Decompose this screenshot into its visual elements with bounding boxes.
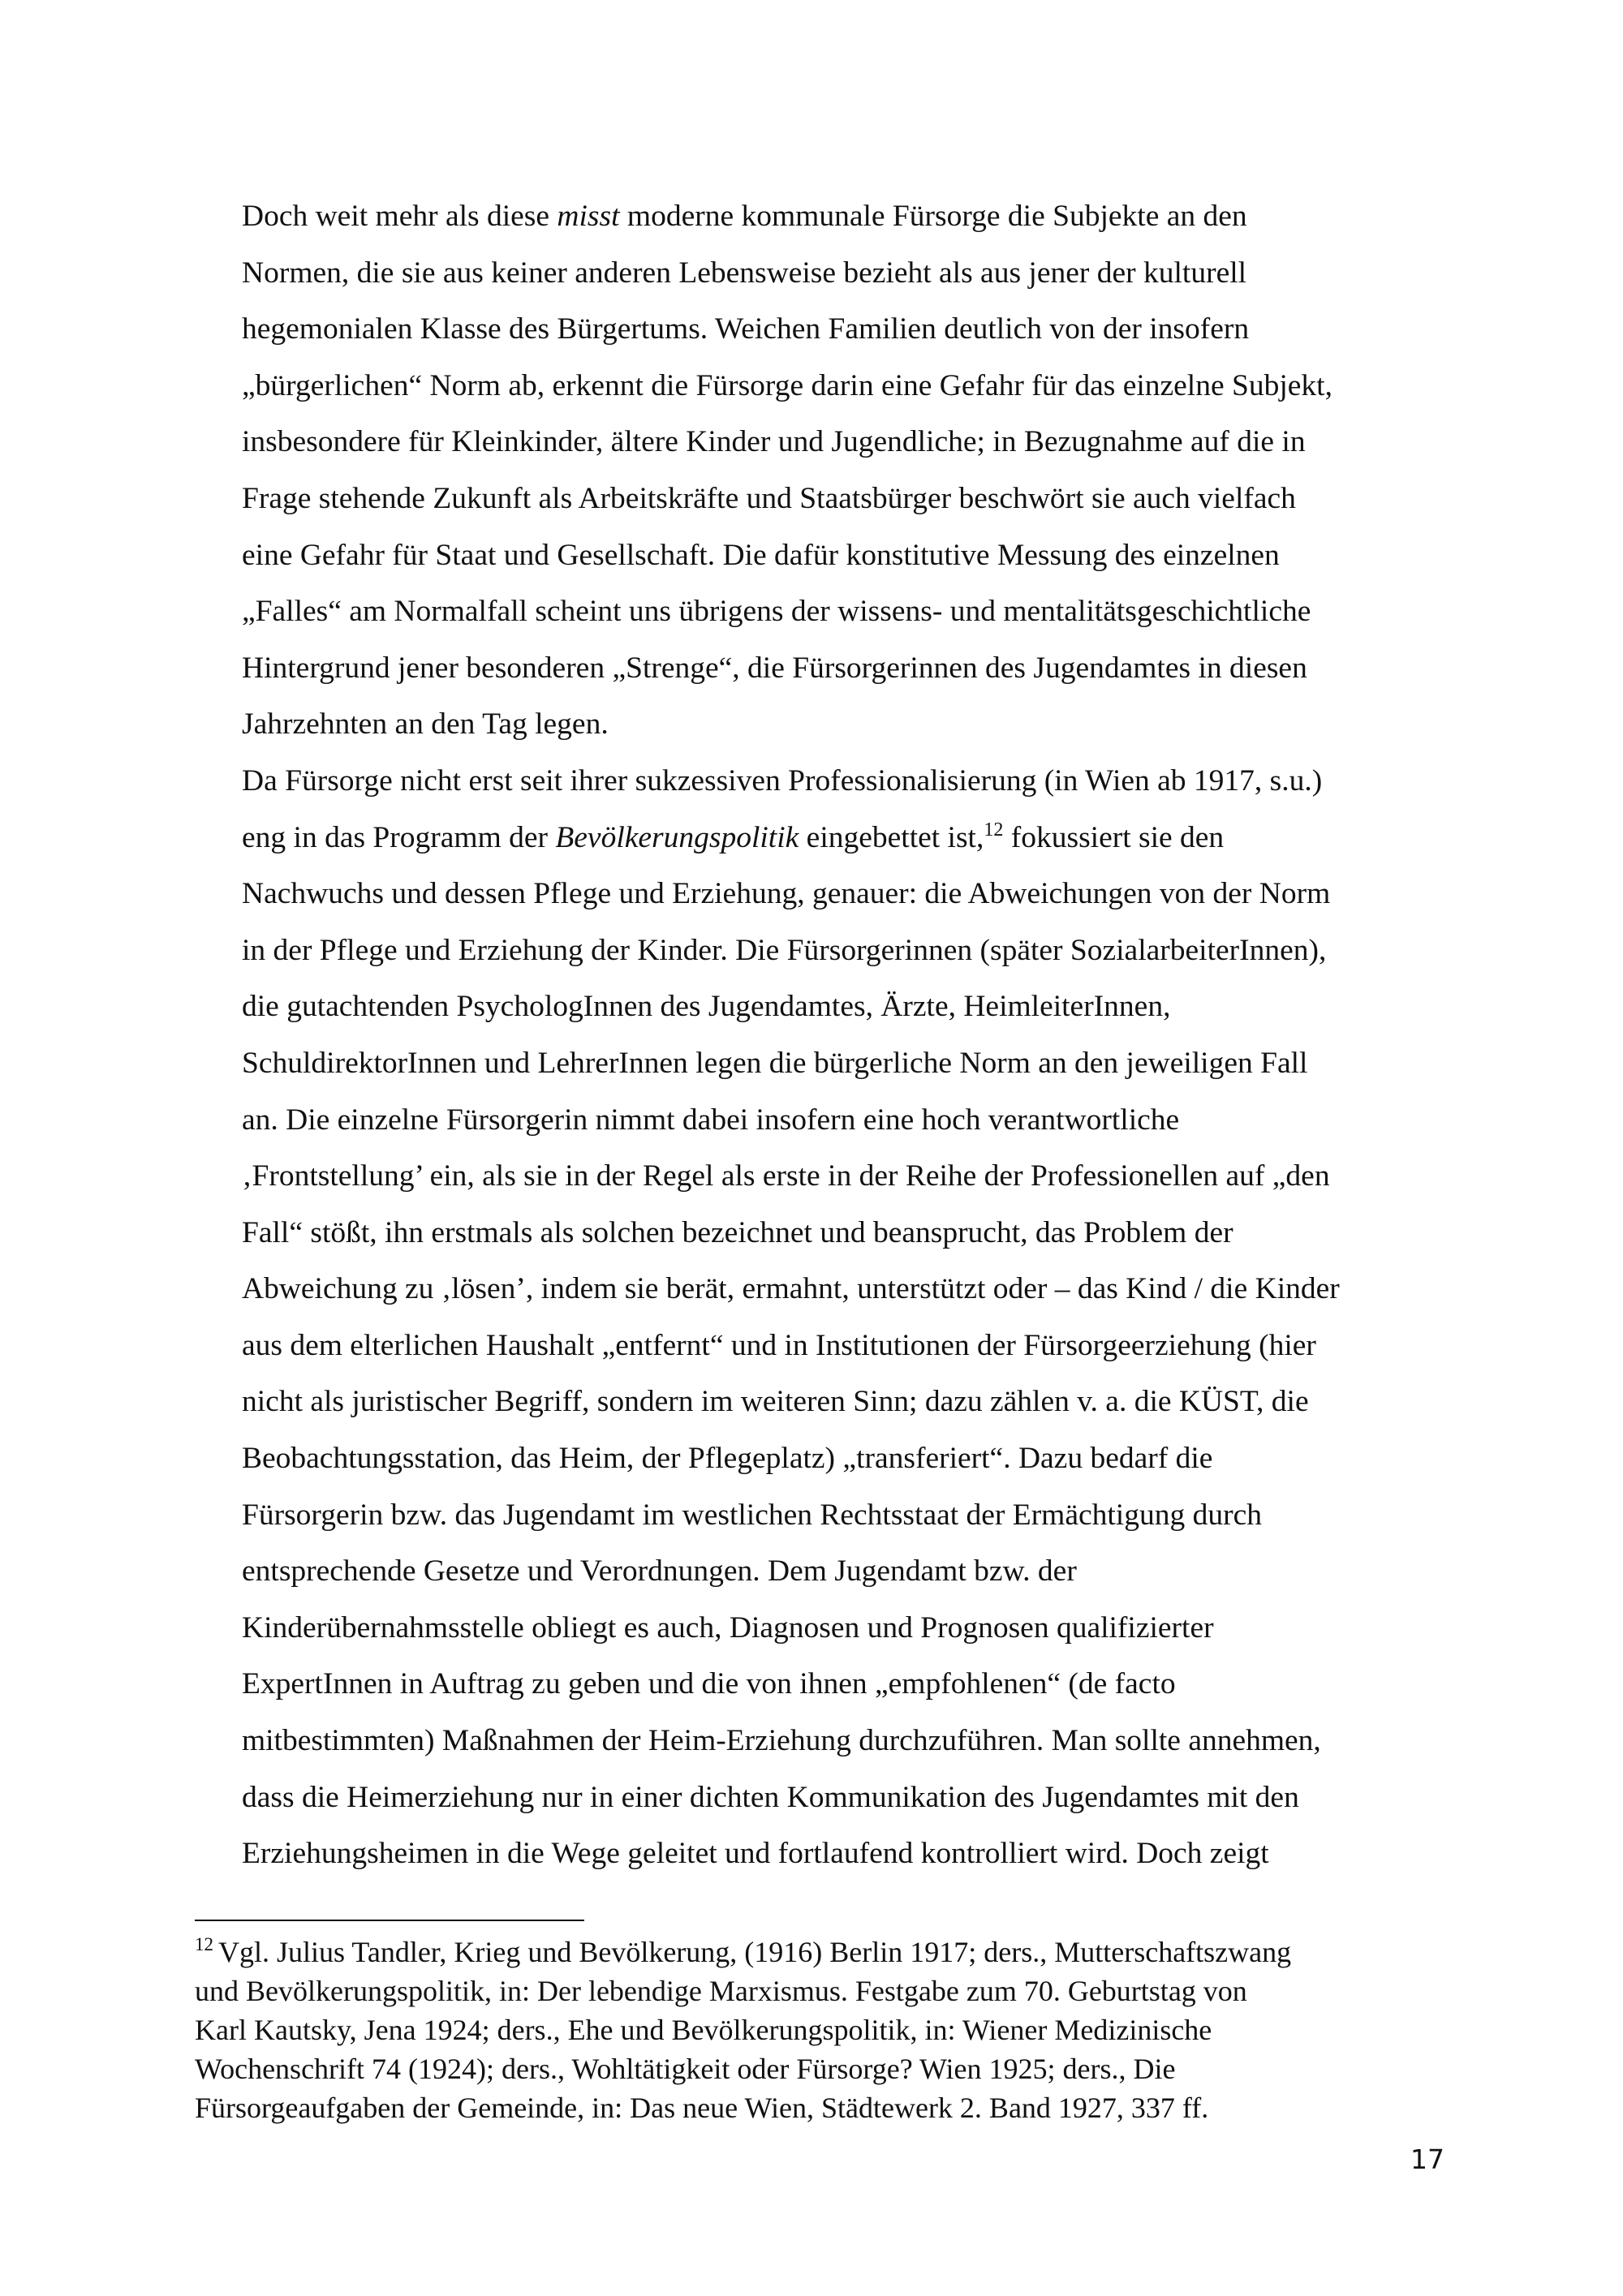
text-line — [242, 1374, 1443, 1430]
footnote-reference: 12 — [984, 819, 1004, 841]
text-line — [242, 301, 1443, 358]
text-line — [242, 1205, 1443, 1262]
text-segment: Da Fürsorge nicht erst seit ihrer sukzessiven Professionalisierung (in Wien ab 1917, s.u.) — [242, 763, 1323, 798]
text-line — [242, 1261, 1443, 1318]
text-segment: in der Pflege und Erziehung der Kinder. Die Fürsorgerinnen (später SozialarbeiterInnen), — [242, 933, 1327, 967]
text-line — [242, 1148, 1443, 1205]
text-line — [242, 810, 1443, 866]
footnote-text: Vgl. Julius Tandler, Krieg und Bevölkerung, (1916) Berlin 1917; ders., Mutterschaftszwang — [218, 1936, 1292, 1968]
text-segment: insbesondere für Kleinkinder, ältere Kinder und Jugendliche; in Bezugnahme auf die in — [242, 425, 1306, 459]
text-segment: Fall“ stößt, ihn erstmals als solchen bezeichnet und beansprucht, das Problem der — [242, 1215, 1233, 1249]
text-segment: die gutachtenden PsychologInnen des Jugendamtes, Ärzte, HeimleiterInnen, — [242, 990, 1171, 1024]
footnote-marker: 12 — [195, 1934, 213, 1954]
text-line — [242, 1092, 1443, 1149]
text-segment: „bürgerlichen“ Norm ab, erkennt die Fürsorge darin eine Gefahr für das einzelne Subjekt, — [242, 368, 1332, 402]
footnote-line: Karl Kautsky, Jena 1924; ders., Ehe und Bevölkerungspolitik, in: Wiener Medizinische — [195, 2014, 1212, 2046]
text-line — [242, 583, 1443, 640]
text-segment: eine Gefahr für Staat und Gesellschaft. Die dafür konstitutive Messung des einzelnen — [242, 538, 1280, 572]
text-line — [242, 1035, 1443, 1092]
text-line — [242, 640, 1443, 697]
text-line — [242, 188, 1443, 245]
text-segment: nicht als juristischer Begriff, sondern im weiteren Sinn; dazu zählen v. a. die KÜST, die — [242, 1385, 1309, 1419]
text-line — [242, 414, 1443, 471]
text-line — [242, 922, 1443, 979]
text-line — [242, 527, 1443, 584]
text-line — [242, 1769, 1443, 1826]
text-line — [242, 1600, 1443, 1657]
text-line — [242, 1825, 1443, 1882]
text-line — [242, 1713, 1443, 1769]
footnote-line — [195, 1933, 1444, 1971]
text-segment: Normen, die sie aus keiner anderen Lebensweise bezieht als aus jener der kulturell — [242, 256, 1247, 290]
footnote-line: Wochenschrift 74 (1924); ders., Wohltätigkeit oder Fürsorge? Wien 1925; ders., Die — [195, 2053, 1176, 2085]
text-line — [242, 1487, 1443, 1544]
footnote — [195, 1933, 1444, 2127]
text-segment: Doch weit mehr als diese — [242, 200, 558, 233]
text-segment: Erziehungsheimen in die Wege geleitet und fortlaufend kontrolliert wird. Doch zeigt — [242, 1837, 1269, 1871]
text-segment: fokussiert sie den — [1003, 820, 1225, 854]
text-line — [242, 245, 1443, 302]
text-line — [242, 696, 1443, 753]
text-segment: Abweichung zu ‚lösen’, indem sie berät, ermahnt, unterstützt oder – das Kind / die Kinder — [242, 1272, 1340, 1306]
text-line — [242, 1430, 1443, 1487]
text-segment: Nachwuchs und dessen Pflege und Erziehung, genauer: die Abweichungen von der Norm — [242, 877, 1331, 911]
text-line — [242, 753, 1443, 810]
text-segment: mitbestimmten) Maßnahmen der Heim-Erziehung durchzuführen. Man sollte annehmen, — [242, 1724, 1321, 1758]
footnote-separator — [195, 1920, 584, 1921]
text-line — [242, 471, 1443, 527]
text-segment: moderne kommunale Fürsorge die Subjekte an den — [619, 200, 1247, 233]
text-segment: dass die Heimerziehung nur in einer dichten Kommunikation des Jugendamtes mit den — [242, 1780, 1299, 1814]
emphasis-text: Bevölkerungspolitik — [555, 820, 799, 854]
text-segment: Beobachtungsstation, das Heim, der Pflegeplatz) „transferiert“. Dazu bedarf die — [242, 1442, 1213, 1476]
text-line — [242, 978, 1443, 1035]
text-line — [242, 866, 1443, 922]
text-segment: Kinderübernahmsstelle obliegt es auch, Diagnosen und Prognosen qualifizierter — [242, 1610, 1214, 1645]
emphasis-text: misst — [557, 200, 620, 233]
text-segment: hegemonialen Klasse des Bürgertums. Weichen Familien deutlich von der insofern — [242, 312, 1250, 346]
footnote-line: Fürsorgeaufgaben der Gemeinde, in: Das neue Wien, Städtewerk 2. Band 1927, 337 ff. — [195, 2092, 1209, 2124]
text-segment: aus dem elterlichen Haushalt „entfernt“ und in Institutionen der Fürsorgeerziehung (hier — [242, 1328, 1316, 1362]
page-number: 17 — [1410, 2143, 1444, 2175]
paragraph — [242, 188, 1443, 753]
text-segment: Jahrzehnten an den Tag legen. — [242, 707, 609, 742]
text-segment: eng in das Programm der — [242, 820, 556, 854]
footnote-line: und Bevölkerungspolitik, in: Der lebendige Marxismus. Festgabe zum 70. Geburtstag von — [195, 1975, 1247, 2007]
text-segment: SchuldirektorInnen und LehrerInnen legen die bürgerliche Norm an den jeweiligen Fall — [242, 1046, 1308, 1080]
text-segment: an. Die einzelne Fürsorgerin nimmt dabei insofern eine hoch verantwortliche — [242, 1103, 1180, 1137]
paragraph — [242, 753, 1443, 1882]
text-line — [242, 1543, 1443, 1600]
body-text — [242, 188, 1443, 1882]
text-segment: Fürsorgerin bzw. das Jugendamt im westlichen Rechtsstaat der Ermächtigung durch — [242, 1498, 1262, 1532]
text-segment: „Falles“ am Normalfall scheint uns übrigens der wissens- und mentalitätsgeschichtliche — [242, 595, 1311, 629]
text-line — [242, 358, 1443, 415]
text-segment: ExpertInnen in Auftrag zu geben und die von ihnen „empfohlenen“ (de facto — [242, 1667, 1176, 1701]
text-segment: Hintergrund jener besonderen „Strenge“, die Fürsorgerinnen des Jugendamtes in diesen — [242, 651, 1307, 685]
text-segment: entsprechende Gesetze und Verordnungen. Dem Jugendamt bzw. der — [242, 1554, 1077, 1589]
text-segment: Frage stehende Zukunft als Arbeitskräfte und Staatsbürger beschwört sie auch vielfach — [242, 481, 1296, 515]
text-segment: ‚Frontstellung’ ein, als sie in der Regel als erste in der Reihe der Professionellen auf „den — [242, 1159, 1330, 1193]
text-line — [242, 1318, 1443, 1374]
text-line — [242, 1656, 1443, 1713]
text-segment: eingebettet ist, — [799, 820, 984, 854]
